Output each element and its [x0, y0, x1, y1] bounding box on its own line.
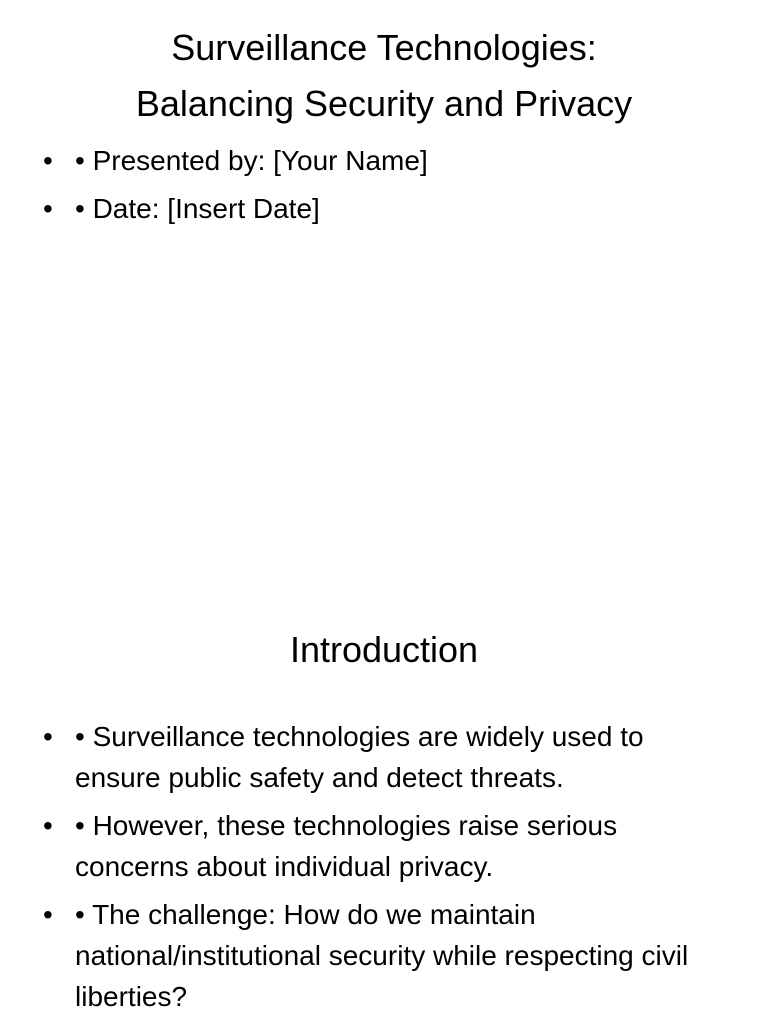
bullet-dot-icon: • — [43, 145, 53, 176]
list-item — [40, 188, 730, 229]
bullet-text: • Presented by: [Your Name] — [75, 145, 428, 176]
list-item — [40, 716, 730, 798]
title-line-2: Balancing Security and Privacy — [135, 83, 633, 124]
bullet-text: • Date: [Insert Date] — [75, 193, 320, 224]
bullet-dot-icon: • — [43, 721, 53, 752]
list-item — [40, 805, 730, 887]
bullet-dot-icon: • — [43, 810, 53, 841]
bullet-text: • The challenge: How do we maintain national/institutional security while respecting civil liberties? — [75, 899, 689, 1012]
bullet-dot-icon: • — [43, 193, 53, 224]
list-item — [40, 894, 730, 1017]
slide-introduction-heading: Introduction — [289, 629, 479, 670]
bullet-text: • However, these technologies raise serious concerns about individual privacy. — [75, 810, 618, 882]
title-line-1: Surveillance Technologies: — [171, 27, 597, 68]
introduction-bullet-list — [40, 716, 730, 1024]
slide-introduction — [0, 576, 768, 1024]
bullet-text: • Surveillance technologies are widely used to ensure public safety and detect threats. — [75, 721, 644, 793]
slide-title-heading — [40, 20, 728, 132]
list-item — [40, 140, 730, 181]
bullet-dot-icon: • — [43, 899, 53, 930]
title-bullet-list — [40, 140, 730, 236]
